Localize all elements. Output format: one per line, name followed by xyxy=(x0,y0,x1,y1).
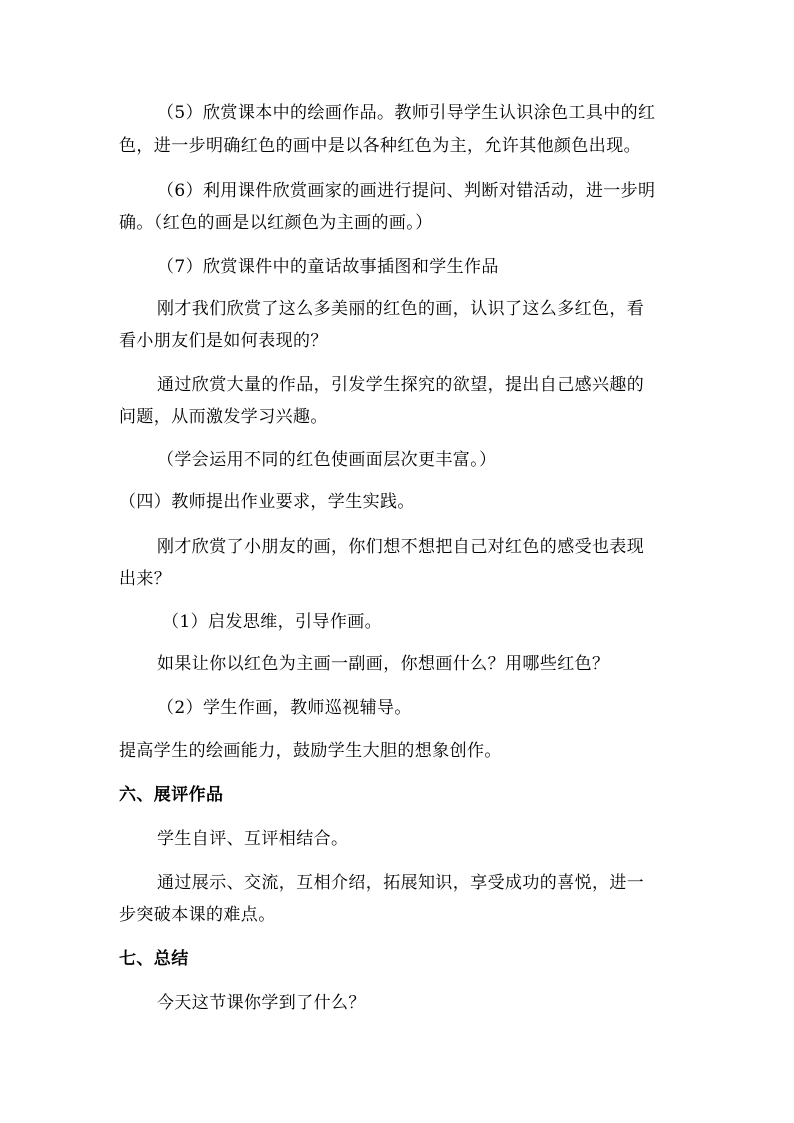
paragraph-line: （四）教师提出作业要求，学生实践。 xyxy=(119,492,415,512)
paragraph-line: （学会运用不同的红色使画面层次更丰富。） xyxy=(157,450,497,470)
paragraph-line: 问题，从而激发学习兴趣。 xyxy=(119,407,328,427)
paragraph-line: （1）启发思维，引导作画。 xyxy=(162,612,383,632)
paragraph-line: 刚才欣赏了小朋友的画，你们想不想把自己对红色的感受也表现 xyxy=(157,537,645,557)
paragraph-line: 出来？ xyxy=(119,569,172,589)
paragraph-line: 确。（红色的画是以红颜色为主画的画。） xyxy=(119,213,433,233)
section-heading: 六、展评作品 xyxy=(119,785,224,805)
paragraph-line: （5）欣赏课本中的绘画作品。教师引导学生认识涂色工具中的红 xyxy=(157,103,656,123)
section-heading: 七、总结 xyxy=(119,949,189,969)
paragraph-line: 通过展示、交流，互相介绍，拓展知识，享受成功的喜悦，进一 xyxy=(157,873,645,893)
paragraph-line: （7）欣赏课件中的童话故事插图和学生作品 xyxy=(157,257,499,277)
paragraph-line: 如果让你以红色为主画一副画，你想画什么？用哪些红色？ xyxy=(157,654,610,674)
paragraph-line: 色，进一步明确红色的画中是以各种红色为主，允许其他颜色出现。 xyxy=(119,136,641,156)
paragraph-line: （6）利用课件欣赏画家的画进行提问、判断对错活动，进一步明 xyxy=(157,181,656,201)
paragraph-line: 步突破本课的难点。 xyxy=(119,905,276,925)
paragraph-line: 刚才我们欣赏了这么多美丽的红色的画，认识了这么多红色，看 xyxy=(157,299,645,319)
paragraph-line: 今天这节课你学到了什么？ xyxy=(157,993,366,1013)
paragraph-line: 学生自评、互评相结合。 xyxy=(157,829,349,849)
paragraph-line: 提高学生的绘画能力，鼓励学生大胆的想象创作。 xyxy=(119,741,502,761)
paragraph-line: 通过欣赏大量的作品，引发学生探究的欲望，提出自己感兴趣的 xyxy=(157,375,645,395)
paragraph-line: （2）学生作画，教师巡视辅导。 xyxy=(157,698,412,718)
paragraph-line: 看小朋友们是如何表现的？ xyxy=(119,331,328,351)
